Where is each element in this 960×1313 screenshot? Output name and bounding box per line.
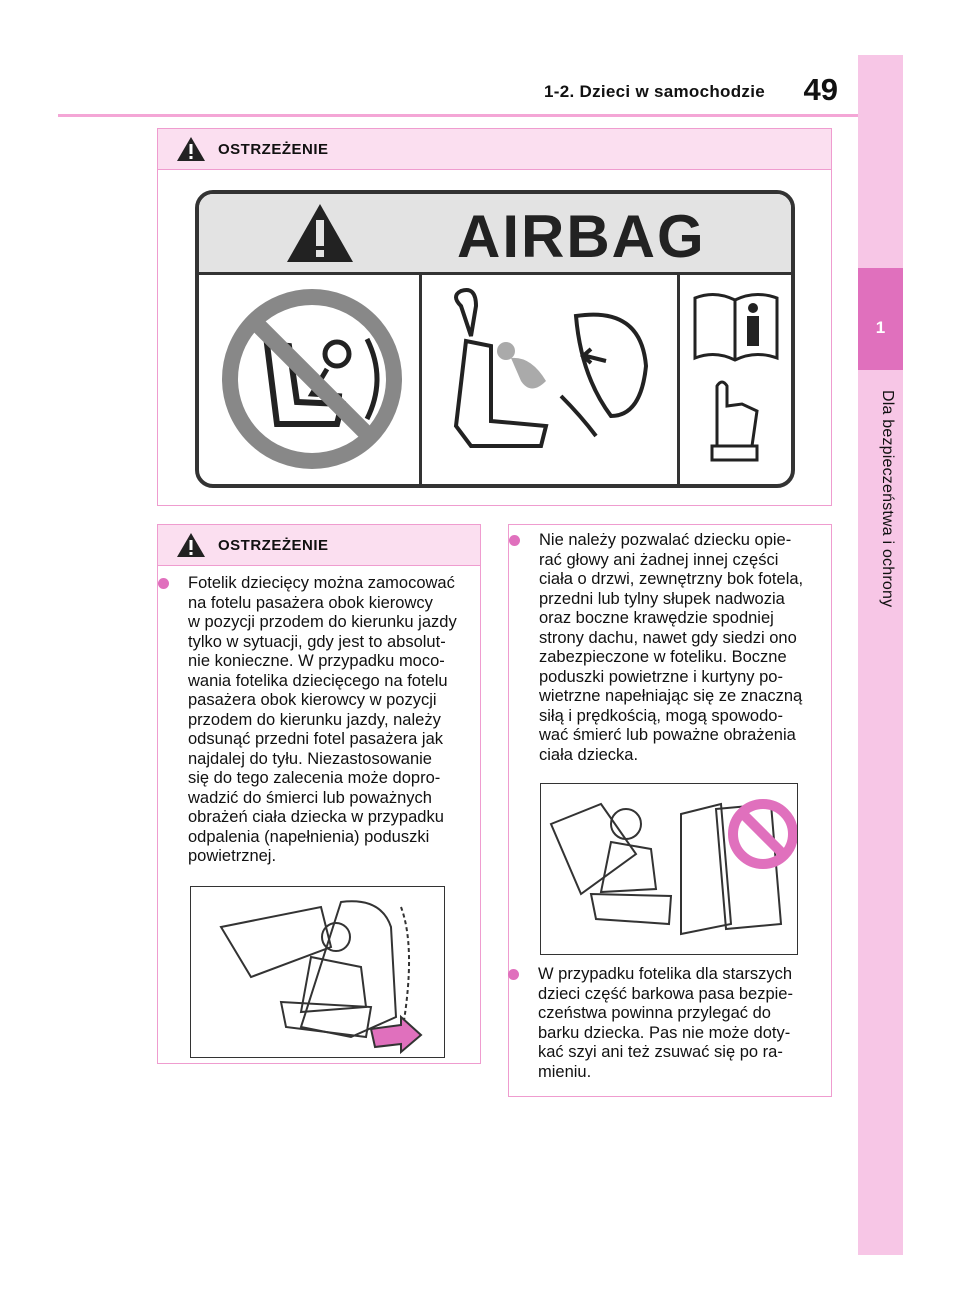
banner-header	[199, 194, 791, 275]
page-number: 49	[803, 72, 838, 107]
warning-label: OSTRZEŻENIE	[218, 140, 329, 158]
airbag-word: AIRBAG	[457, 203, 706, 270]
bullet	[158, 578, 169, 589]
warning-triangle-icon	[176, 532, 206, 558]
paragraph-text: Fotelik dziecięcy można zamocować na fotelu pasażera obok kierowcy w pozycji przodem do kierunku jazdy tylko w sytuacji, gdy jest to absolut- nie konieczne. W przypadku moco- wania fotelika dziecięcego na fotelu pasażera obok kierowcy w pozycji przodem do kierunku jazdy, należy odsunąć przedni fotel pasażera jak najdalej do tyłu. Niezastosowanie się do tego zalecenia może dopro- wadzić do śmierci lub poważnych obrażeń ciała dziecka w przypadku odpalenia (napełnienia) poduszki powietrznej.	[188, 574, 457, 865]
section-title: 1-2. Dzieci w samochodzie	[543, 82, 765, 101]
booster-seat-illustration	[540, 783, 798, 955]
page-header	[0, 0, 960, 120]
airbag-label-banner	[195, 190, 795, 488]
warning-triangle-icon	[176, 136, 206, 162]
read-manual-icon	[687, 286, 787, 476]
car-seat-drawing	[191, 887, 444, 1057]
warning-header	[158, 129, 831, 170]
header-rule	[58, 114, 858, 117]
warning-header	[158, 525, 480, 566]
child-seat-illustration	[190, 886, 445, 1058]
warning-paragraph	[509, 531, 831, 765]
no-child-seat-icon	[217, 284, 407, 474]
bullet	[509, 535, 520, 546]
paragraph-text: W przypadku fotelika dla starszych dzieci część barkowa pasa bezpie- czeństwa powinna przylegać do barku dziecka. Pas nie może doty- kać szyi ani też zsuwać się po ra- mieniu.	[538, 965, 793, 1081]
warning-paragraph	[508, 965, 832, 1082]
seat-airbag-icon	[431, 286, 667, 476]
warning-label: OSTRZEŻENIE	[218, 536, 329, 554]
warning-paragraph	[158, 574, 480, 867]
bullet	[508, 969, 519, 980]
paragraph-text: Nie należy pozwalać dziecku opie- rać głowy ani żadnej innej części ciała o drzwi, zewnętrzny bok fotela, przedni lub tylny słupek nadwozia oraz boczne krawędzie spodniej strony dachu, nawet gdy siedzi ono zabezpieczone w foteliku. Boczne poduszki powietrzne i kurtyny po- wietrzne napełniając się ze znaczną siłą i prędkością, mogą spowodo- wać śmierć lub poważne obrażenia ciała dziecka.	[539, 531, 804, 764]
chapter-label: Dla bezpieczeństwa i ochrony	[879, 390, 896, 608]
panel-divider	[419, 272, 422, 488]
chapter-number: 1	[858, 268, 903, 370]
rear-seat-drawing	[541, 784, 797, 954]
warning-triangle-icon	[285, 202, 355, 264]
panel-divider	[677, 272, 680, 488]
